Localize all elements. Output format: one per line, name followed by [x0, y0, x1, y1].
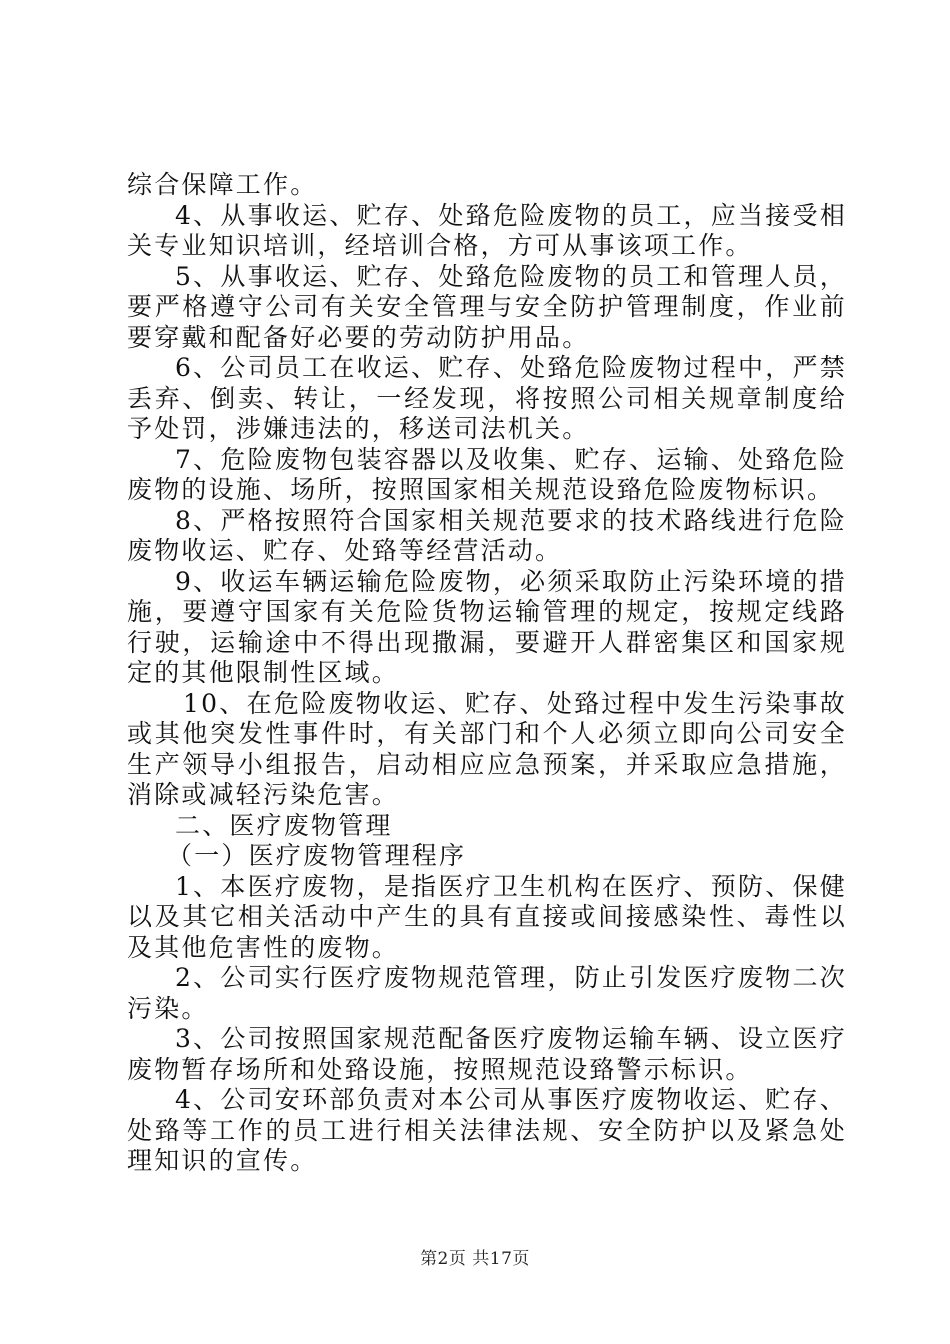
paragraph-item-4: 4、从事收运、贮存、处臵危险废物的员工，应当接受相关专业知识培训，经培训合格，方可从事该项工作。 [127, 200, 847, 260]
paragraph-medical-3: 3、公司按照国家规范配备医疗废物运输车辆、设立医疗废物暂存场所和处臵设施，按照规范设臵警示标识。 [127, 1024, 847, 1084]
paragraph-item-9: 9、收运车辆运输危险废物，必须采取防止污染环境的措施，要遵守国家有关危险货物运输管理的规定，按规定线路行驶，运输途中不得出现撒漏，要避开人群密集区和国家规定的其他限制性区域。 [127, 566, 847, 687]
section-heading: 二、医疗废物管理 [175, 810, 393, 840]
paragraph-item-5: 5、从事收运、贮存、处臵危险废物的员工和管理人员，要严格遵守公司有关安全管理与安全防护管理制度，作业前要穿戴和配备好必要的劳动防护用品。 [127, 261, 847, 352]
paragraph-medical-2: 2、公司实行医疗废物规范管理，防止引发医疗废物二次污染。 [127, 963, 847, 1023]
paragraph-continuation: 综合保障工作。 [127, 170, 318, 199]
paragraph-item-7: 7、危险废物包装容器以及收集、贮存、运输、处臵危险废物的设施、场所，按照国家相关规范设臵危险废物标识。 [127, 444, 847, 504]
page-footer [0, 1244, 950, 1269]
page-number-label: 第2页 共17页 [420, 1249, 530, 1269]
paragraph-item-8: 8、严格按照符合国家相关规范要求的技术路线进行危险废物收运、贮存、处臵等经营活动。 [127, 505, 847, 565]
paragraph-item-6: 6、公司员工在收运、贮存、处臵危险废物过程中，严禁丢弃、倒卖、转让，一经发现，将按照公司相关规章制度给予处罚，涉嫌违法的，移送司法机关。 [127, 353, 847, 443]
paragraph-item-10: 10、在危险废物收运、贮存、处臵过程中发生污染事故或其他突发性事件时，有关部门和个人必须立即向公司安全生产领导小组报告，启动相应应急预案，并采取应急措施，消除或减轻污染危害。 [127, 688, 847, 809]
paragraph-medical-4: 4、公司安环部负责对本公司从事医疗废物收运、贮存、处臵等工作的员工进行相关法律法规、安全防护以及紧急处理知识的宣传。 [127, 1085, 847, 1175]
subsection-heading: （一）医疗废物管理程序 [167, 841, 467, 870]
document-body [127, 170, 847, 1177]
paragraph-medical-1: 1、本医疗废物，是指医疗卫生机构在医疗、预防、保健以及其它相关活动中产生的具有直接或间接感染性、毒性以及其他危害性的废物。 [127, 871, 847, 962]
